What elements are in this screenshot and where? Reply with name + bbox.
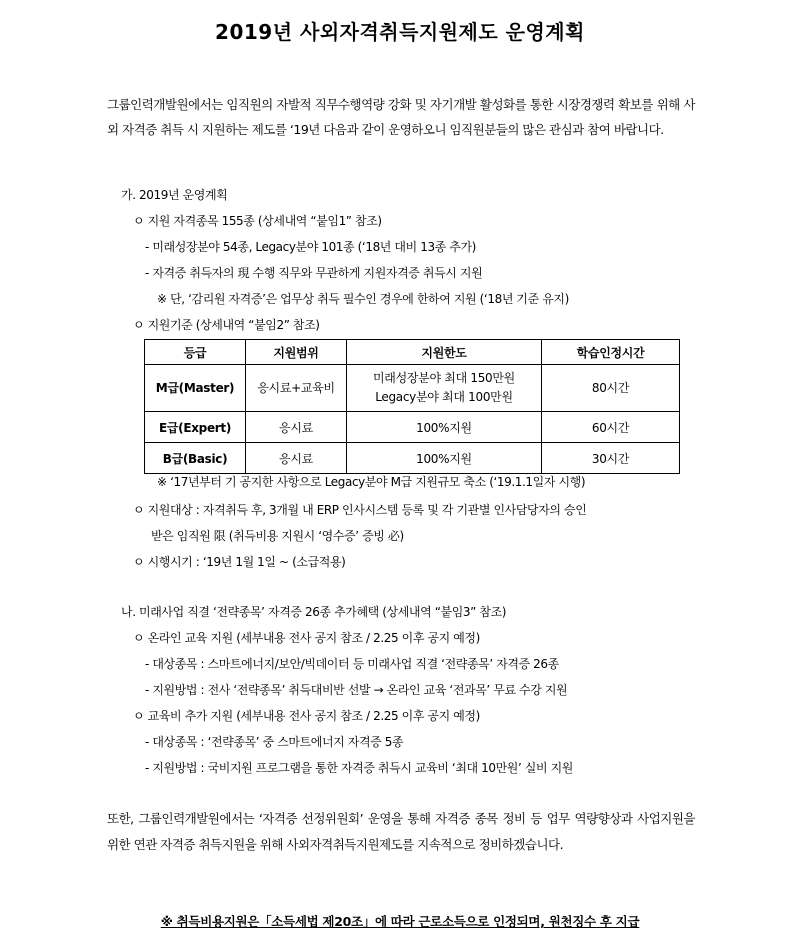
header-hours: 학습인정시간 bbox=[542, 340, 680, 365]
limit-line: Legacy분야 최대 100만원 bbox=[375, 390, 513, 404]
dash-field-counts: - 미래성장분야 54종, Legacy분야 101종 (‘18년 대비 13종 추가) bbox=[145, 240, 476, 254]
closing-paragraph: 또한, 그룹인력개발원에서는 ‘자격증 선정위원회’ 운영을 통해 자격증 종목 정비 등 업무 역량향상과 사업지원을 위한 연관 자격증 취득지원을 위해 사외자격취득지원제도를 지속적으로 정비하겠습니다. bbox=[107, 811, 695, 852]
scope-cell: 응시료 bbox=[246, 412, 347, 443]
grade-cell: E급(Expert) bbox=[145, 412, 246, 443]
header-limit: 지원한도 bbox=[347, 340, 542, 365]
intro-paragraph: 그룹인력개발원에서는 임직원의 자발적 직무수행역량 강화 및 자기개발 활성화를 통한 시장경쟁력 확보를 위해 사외 자격증 취득 시 지원하는 제도를 ‘19년 다음과 같이 운영하오니 임직원분들의 많은 관심과 참여 바랍니다. bbox=[107, 97, 695, 137]
bullet-support-criteria: ㅇ 지원기준 (상세내역 “붙임2” 참조) bbox=[133, 318, 320, 332]
limit-line: 미래성장분야 최대 150만원 bbox=[373, 371, 515, 385]
table-row bbox=[145, 412, 680, 443]
table-row bbox=[145, 365, 680, 412]
hours-cell: 80시간 bbox=[542, 365, 680, 412]
dash-target-items: - 대상종목 : 스마트에너지/보안/빅데이터 등 미래사업 직결 ‘전략종목’ 자격증 26종 bbox=[145, 657, 559, 671]
grade-cell: M급(Master) bbox=[145, 365, 246, 412]
bullet-extra-tuition: ㅇ 교육비 추가 지원 (세부내용 전사 공지 참조 / 2.25 이후 공지 예정) bbox=[133, 709, 480, 723]
table-header-row bbox=[145, 340, 680, 365]
section-b-heading: 나. 미래사업 직결 ‘전략종목’ 자격증 26종 추가혜택 (상세내역 “붙임3” 참조) bbox=[121, 605, 507, 619]
limit-cell bbox=[347, 365, 542, 412]
bullet-qualification-items: ㅇ 지원 자격종목 155종 (상세내역 “붙임1” 참조) bbox=[133, 214, 382, 228]
limit-cell: 100%지원 bbox=[347, 412, 542, 443]
note-legacy-reduction: ※ ‘17년부터 기 공지한 사항으로 Legacy분야 M급 지원규모 축소 (‘19.1.1일자 시행) bbox=[157, 475, 586, 489]
section-a-heading: 가. 2019년 운영계획 bbox=[121, 188, 228, 202]
scope-cell: 응시료+교육비 bbox=[246, 365, 347, 412]
dash-target-items-energy: - 대상종목 : ‘전략종목’ 중 스마트에너지 자격증 5종 bbox=[145, 735, 404, 749]
note-auditor: ※ 단, ‘감리원 자격증’은 업무상 취득 필수인 경우에 한하여 지원 (‘18년 기준 유지) bbox=[157, 292, 569, 306]
bullet-eligibility-cont: 받은 임직원 限 (취득비용 지원시 ‘영수증’ 증빙 必) bbox=[151, 529, 404, 543]
dash-support-method: - 지원방법 : 전사 ‘전략종목’ 취득대비반 선발 → 온라인 교육 ‘전과목’ 무료 수강 지원 bbox=[145, 683, 568, 697]
bullet-online-education: ㅇ 온라인 교육 지원 (세부내용 전사 공지 참조 / 2.25 이후 공지 예정) bbox=[133, 631, 480, 645]
header-scope: 지원범위 bbox=[246, 340, 347, 365]
limit-cell: 100%지원 bbox=[347, 443, 542, 474]
document-title: 2019년 사외자격취득지원제도 운영계획 bbox=[215, 20, 585, 44]
tax-notice: ※ 취득비용지원은「소득세법 제20조」에 따라 근로소득으로 인정되며, 원천징수 후 지급 bbox=[160, 914, 640, 929]
table-row bbox=[145, 443, 680, 474]
scope-cell: 응시료 bbox=[246, 443, 347, 474]
dash-support-method-tuition: - 지원방법 : 국비지원 프로그램을 통한 자격증 취득시 교육비 ‘최대 10만원’ 실비 지원 bbox=[145, 761, 573, 775]
hours-cell: 30시간 bbox=[542, 443, 680, 474]
header-grade: 등급 bbox=[145, 340, 246, 365]
support-grade-table bbox=[144, 339, 680, 474]
dash-job-irrelevant: - 자격증 취득자의 現 수행 직무와 무관하게 지원자격증 취득시 지원 bbox=[145, 266, 483, 280]
bullet-effective-date: ㅇ 시행시기 : ‘19년 1월 1일 ~ (소급적용) bbox=[133, 555, 346, 569]
hours-cell: 60시간 bbox=[542, 412, 680, 443]
grade-cell: B급(Basic) bbox=[145, 443, 246, 474]
bullet-eligibility: ㅇ 지원대상 : 자격취득 후, 3개월 내 ERP 인사시스템 등록 및 각 기관별 인사담당자의 승인 bbox=[133, 503, 587, 517]
